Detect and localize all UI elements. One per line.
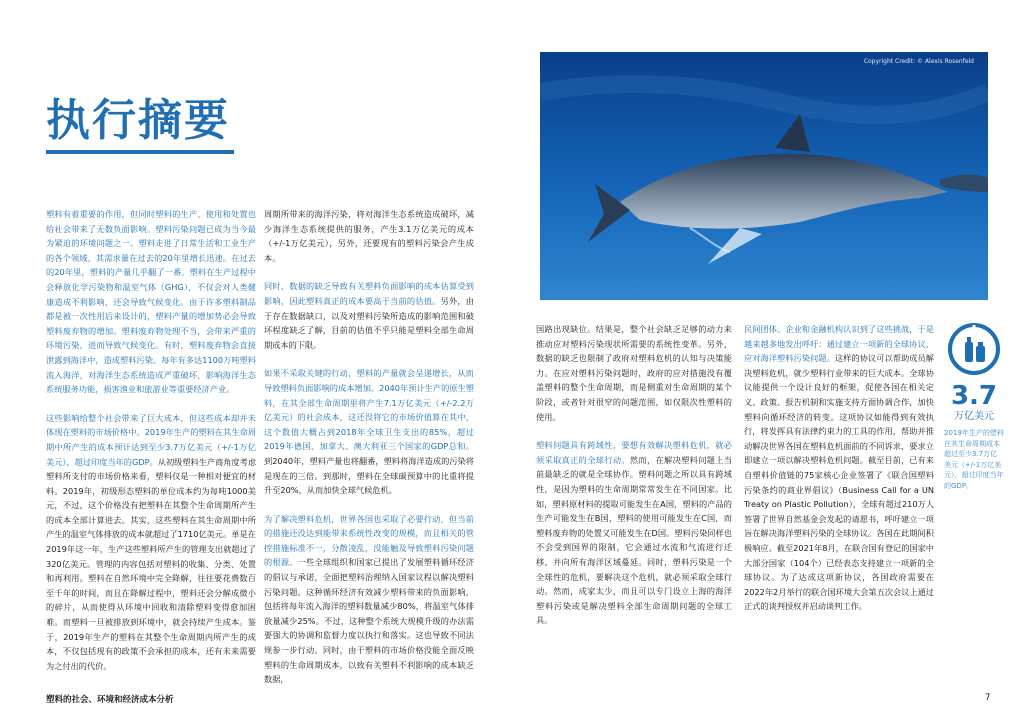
title-underline (46, 150, 234, 154)
page-title: 执行摘要 (46, 95, 230, 146)
stat-sidebar (944, 322, 1004, 491)
stat-caption: 2019年生产的塑料在其生命周期成本超过至少3.7万亿美元（+/-1万亿美元），超过印度当年的GDP。 (944, 429, 1004, 490)
col2-paragraph-1: 周期所带来的海洋污染，将对海洋生态系统造成破坏，减少海洋生态系统提供的服务，产生3.1万亿美元的成本（+/-1万亿美元），另外，还要现有的塑料污染会产生成本。 (264, 209, 474, 263)
col2-p2-rest: 另外，由于存在数据缺口，以及对塑料污染所造成的影响范围和破坏程度缺乏了解，目前的估值不乎只能是塑料全部生命周期成本的下限。 (264, 295, 474, 350)
dolphin-illustration (540, 52, 988, 300)
col1-p2-lead: 这些影响给整个社会带来了巨大成本，但这些成本却并未体现在塑料的市场价格中。2019年生产的塑料在其生命周期中所产生的成本预计达到至少3.7万亿美元（+/-1万亿美元），超过印度当年的GDP。 (46, 412, 256, 467)
col4-paragraph-1 (744, 322, 934, 614)
col2-p4-lead: 为了解决塑料危机，世界各国也采取了必要行动，但当前的措施还没达到能带来系统性改变的规模，而且相关的管控措施标准不一，分散凌乱，没能触及导致塑料污染问题的根源。 (264, 513, 474, 568)
column-4 (744, 322, 934, 628)
stat-unit: 万亿美元 (954, 411, 994, 422)
col3-paragraph-1: 国路出现缺位。结果是，整个社会缺乏足够的动力来推动应对塑料污染现状所需要的系统性变革。另外，数据的缺乏也限制了政府对塑料危机的认知与决策能力。在应对塑料污染问题时，政府的应对措施没有覆盖塑料的整个生命周期，而是侧重对生命周期的某个阶段，或者针对很窄的问题范围，如仅限次性塑料的使用。 (536, 324, 732, 422)
col2-p4-rest: 一些全球组织和国家已提出了发展塑料循环经济的倡议与承诺，全面把塑料治理纳入国家议程以解决塑料污染问题。这种循环经济有效减少塑料带来的负面影响，包括将每年流入海洋的塑料数量减少80%，将温室气体排放量减少25%。不过，这种整个系统大规模升级的办法需要强大的协调和监督力度以执行和落实。这也导致不同法规参一步行动。同时，由于塑料的市场价格没能全面反映塑料的生命周期成本，以致有关塑料不利影响的成本缺乏数据， (264, 557, 474, 685)
dolphin-photo (540, 52, 988, 300)
footer-title: 塑料的社会、环境和经济成本分析 (46, 695, 174, 705)
plastic-bottle-clock-icon (947, 322, 1001, 376)
col2-p3-rest: 到2040年，塑料产量也将翻番，塑料将海洋造成的污染将是现在的三倍。到那时，塑料在全球碳预算中的比重将提升至20%，从而加快全球气候危机。 (264, 455, 474, 496)
col3-p2-lead: 塑料问题具有跨域性，要想有效解决塑料危机，就必须采取真正的全球行动。 (536, 440, 732, 465)
column-2 (264, 207, 474, 701)
column-1 (46, 207, 256, 687)
col2-paragraph-3 (264, 366, 474, 497)
col3-p2-rest: 然而，在解决塑料问题上当前最缺乏的就是全球协作。塑料问题之所以具有跨域性，是因为塑料的生命周期常常发生在不同国家。比如，塑料原材料的提取可能发生在A国，塑料的产品的生产可能发生在B国，塑料的使用可能发生在C国，而塑料废弃物的处置又可能发生在D国。塑料污染同样也不会受到国界的限制，它会通过水流和气流进行迁移，并向所有海洋区域蔓延。同时，塑料污染是一个全球性的危机，要解决这个危机，就必须采取全球行动。然而，成家太少，而且可以专门设立上海的海洋塑料污染或是解决塑料全部生命周期问题的全球工具。 (536, 454, 732, 626)
column-3 (536, 322, 732, 642)
col1-paragraph-2 (46, 411, 256, 674)
col1-paragraph-1: 塑料有着重要的作用，但同时塑料的生产、使用和处置也给社会带来了无数负面影响。塑料污染问题已成为当今最为紧迫的环境问题之一。塑料走进了日常生活和工业生产的各个领域，其需求量在过去的20年里增长迅速。在过去的20年里，塑料的产量几乎翻了一番。塑料在生产过程中会释放化学污染物和温室气体（GHG），不仅会对人类健康造成不利影响，还会导致气候变化。由于许多塑料制品都是被一次性用后来设计的，塑料产量的增加势必会导致塑料废弃物的增加。塑料废弃物处理不当，会带来严重的环境污染，进而导致气候变化。有时，塑料废弃物会直接泄露到海洋中，造成塑料污染。每年有多达1100万吨塑料流入海洋，对海洋生态系统造成严重破坏，影响海洋生态系统服务功能，损害渔业和旅游业等重要经济产业。 (46, 209, 256, 395)
col2-paragraph-4 (264, 512, 474, 687)
col2-p3-lead: 如果不采取关键的行动，塑料的产量就会呈递增长，从而导致塑料负面影响的成本增加。2040年预计生产的原生塑料，在其全部生命周期里将产生7.1万亿美元（+/-2.2万亿美元）的社会成本，这还没将它的市场价值算在其中，这个数值大概占到2018年全球卫生支出的85%，超过2019年德国、加拿大、澳大利亚三个国家的GDP总和。 (264, 368, 474, 452)
col4-p1-lead: 民间团体、企业和金融机构认识到了这些挑战，于是越来越多地发出呼吁：通过建立一项新的全球协议，应对海洋塑料污染问题。 (744, 324, 934, 364)
page-number: 7 (985, 693, 991, 703)
col4-p1-rest: 这样的协议可以帮助成员解决塑料危机，就少塑料行业带来的巨大成本。全球协议能提供一个设计良好的框架，促使各国在相关定义、政策、报告机制和实施支持方面协调合作，加快塑料向循环经济的转变。这项协议如能得到有效执行，将发挥具有法律约束力的工具的作用，帮助并推动解决世界各国在塑料危机面前的不同诉求，要求立即建立一项以解决塑料危机问题。截至目前，已有来自塑料价值链的75家核心企业签署了《联合国塑料污染条约的商业界倡议》（Business Call for a UN Treaty on Plastic Pollution），全球有超过210万人签署了世界自然基金会发起的请愿书，呼吁建立一项旨在解决海洋塑料污染的全球协议。各国在此期间积极响应。截至2021年8月，在联合国有登记的国家中大部分国家（104个）已经表态支持建立一项新的全球协议。为了达成这项新协议，各国政府需要在2022年2月举行的联合国环境大会第五次会议上通过正式的谈判授权并启动谈判工作。 (744, 353, 934, 612)
col3-paragraph-2 (536, 438, 732, 628)
stat-number: 3.7 (950, 381, 998, 411)
col2-paragraph-2 (264, 279, 474, 352)
col1-p2-rest: 从初级塑料生产商角度考虑塑料所支付的市场价格来看，塑料仅是一种相对便宜的材料。2019年，初级形态塑料的单位成本约为每吨1000美元，不过，这个价格没有把塑料在其整个生命周期所产生的成本全部计算进去。其实，这些塑料在其生命周期中所产生的温室气体排放的成本就超过了1710亿美元。单是在2019年这一年，生产这些塑料所产生的管理支出就超过了320亿美元。管理的内容包括对塑料的收集、分类、处置和再利用。塑料在自然环境中完全降解，往往要花费数百至千年的时间，而且在降解过程中，塑料还会分解成微小的碎片，从而使得从环境中回收和清除塑料变得愈加困难。而塑料一旦被排放到环境中，就会持续产生成本。鉴于，2019年生产的塑料在其整个生命周期内所产生的成本，不仅包括现有的政策不会承担的成本，还有未来需要为之付出的代价。 (46, 456, 257, 671)
col2-p2-lead: 同时，数据的缺乏导致有关塑料负面影响的成本估算受到影响，因此塑料真正的成本要高于当前的估值。 (264, 281, 474, 306)
photo-credit: Copyright Credit: © Alexis Rosenfeld (863, 58, 974, 65)
